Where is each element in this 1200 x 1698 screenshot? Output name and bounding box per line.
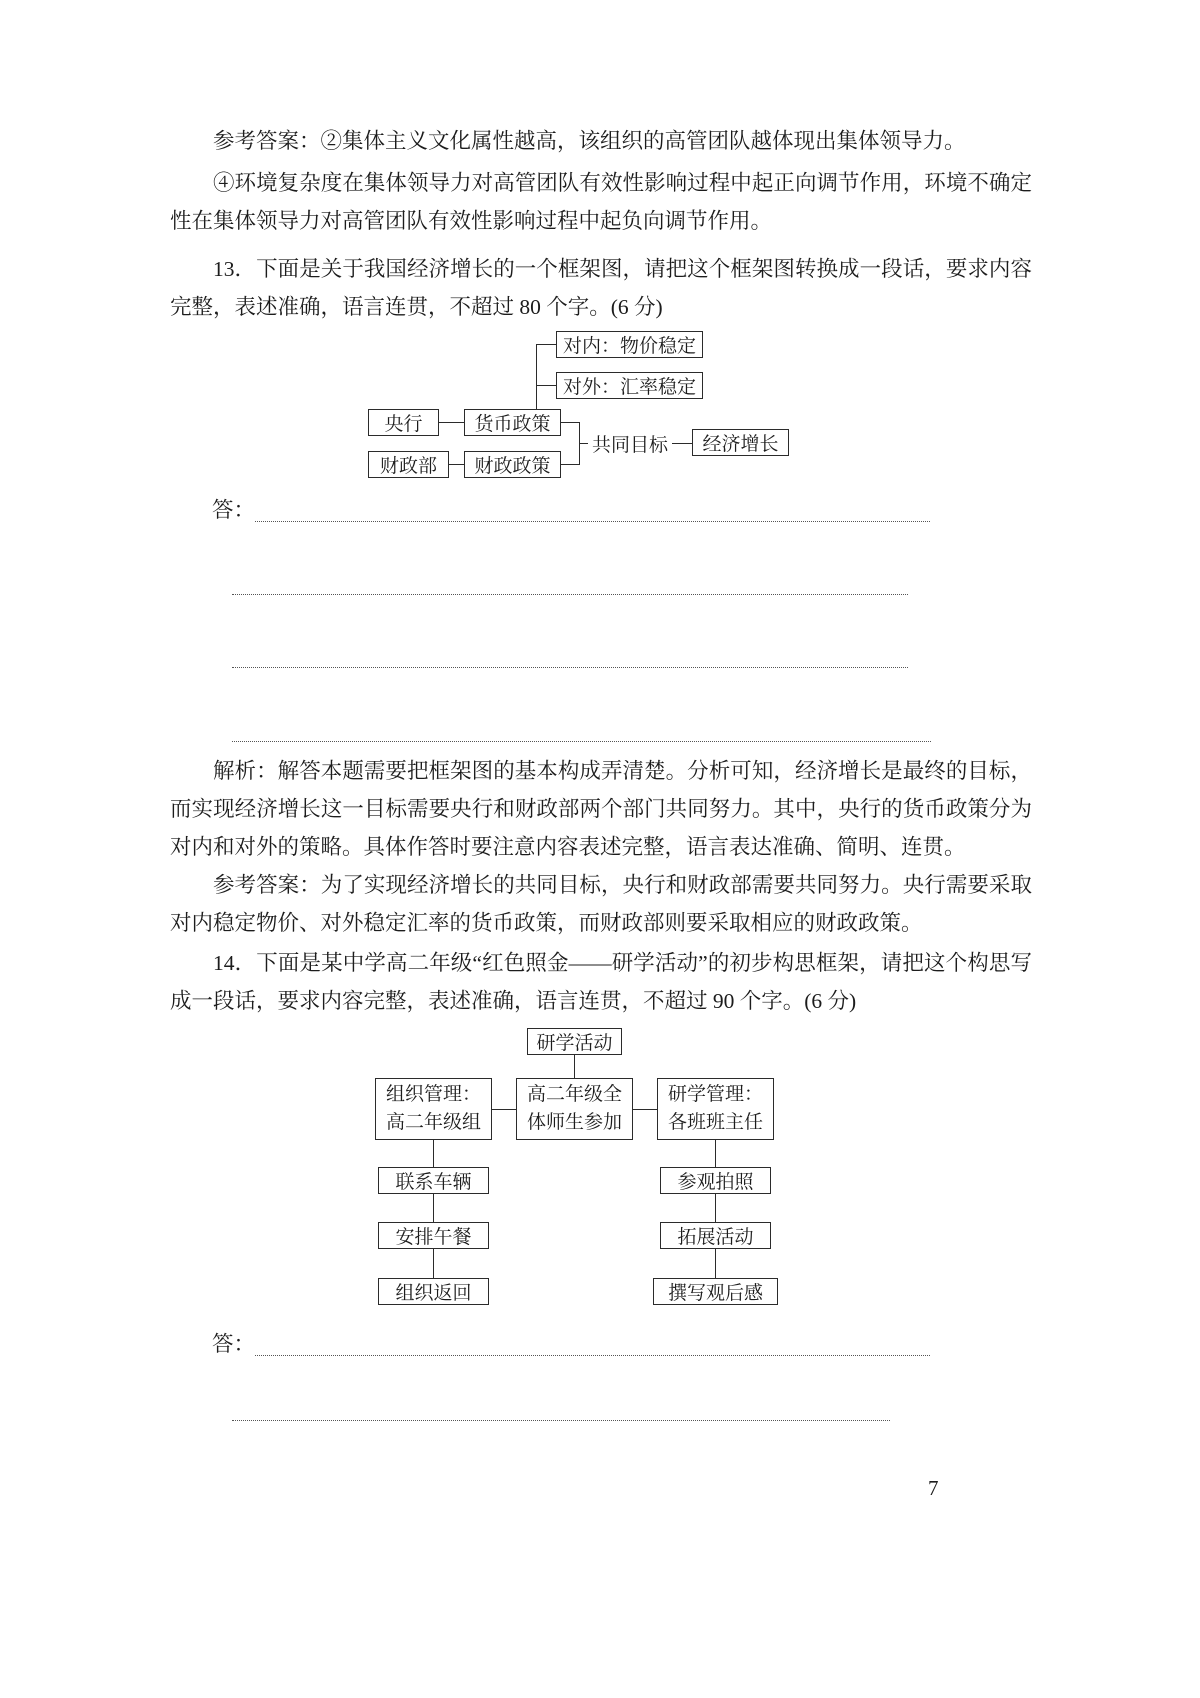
answer-writing-line — [255, 1355, 930, 1356]
node-study-management — [657, 1078, 774, 1140]
answer-writing-line — [232, 594, 908, 595]
node-organize-return: 组织返回 — [378, 1278, 489, 1305]
connector-line — [715, 1249, 716, 1278]
node-arrange-lunch: 安排午餐 — [378, 1222, 489, 1249]
node-participants — [516, 1078, 633, 1140]
node-expansion-activity: 拓展活动 — [660, 1222, 771, 1249]
q13-ref-answer-paragraph: 参考答案：为了实现经济增长的共同目标，央行和财政部需要共同努力。央行需要采取对内稳定物价、对外稳定汇率的货币政策，而财政部则要采取相应的财政政策。 — [170, 873, 1032, 935]
answer-writing-line — [255, 521, 930, 522]
connector-line — [536, 385, 556, 386]
connector-line — [433, 1249, 434, 1278]
connector-line — [672, 443, 692, 444]
node-visit-photograph: 参观拍照 — [660, 1167, 771, 1194]
connector-line — [633, 1109, 657, 1110]
connector-line — [715, 1194, 716, 1222]
connector-line — [449, 464, 464, 465]
answer-writing-line — [232, 1420, 890, 1421]
answer-label: 答： — [212, 498, 256, 522]
node-organization-management — [375, 1078, 492, 1140]
answer-writing-line — [232, 667, 908, 668]
node-text-line: 高二年级组 — [385, 1112, 481, 1133]
node-text-line: 各班班主任 — [667, 1112, 763, 1133]
node-monetary-policy: 货币政策 — [464, 409, 561, 436]
connector-line — [492, 1109, 516, 1110]
connector-line — [433, 1194, 434, 1222]
answer-area-q13 — [212, 492, 930, 528]
node-text-line: 高二年级全 — [526, 1084, 622, 1105]
ref-answer-paragraph-1: 参考答案：②集体主义文化属性越高，该组织的高管团队越体现出集体领导力。 — [213, 129, 966, 153]
connector-line — [536, 344, 537, 409]
connector-line — [561, 464, 579, 465]
answer-area-q14 — [212, 1326, 930, 1362]
node-write-review: 撰写观后感 — [653, 1278, 778, 1305]
connector-line — [579, 443, 588, 444]
connector-line — [561, 422, 579, 423]
connector-line — [439, 422, 464, 423]
ref-answer-paragraph-2: ④环境复杂度在集体领导力对高管团队有效性影响过程中起正向调节作用，环境不确定性在集体领导力对高管团队有效性影响过程中起负向调节作用。 — [170, 171, 1032, 233]
node-study-activity: 研学活动 — [527, 1028, 622, 1055]
question-13-stem: 13．下面是关于我国经济增长的一个框架图，请把这个框架图转换成一段话，要求内容完整，表述准确，语言连贯，不超过 80 个字。(6 分) — [170, 257, 1032, 319]
node-economic-growth: 经济增长 — [692, 429, 789, 456]
page-number: 7 — [928, 1476, 939, 1500]
connector-line — [574, 1055, 575, 1078]
connector-line — [433, 1140, 434, 1167]
node-text-line: 体师生参加 — [526, 1112, 622, 1133]
answer-writing-line — [232, 741, 931, 742]
answer-label: 答： — [212, 1332, 256, 1356]
connector-line — [715, 1140, 716, 1167]
node-contact-vehicle: 联系车辆 — [378, 1167, 489, 1194]
question-14-stem: 14．下面是某中学高二年级“红色照金——研学活动”的初步构思框架，请把这个构思写成一段话，要求内容完整，表述准确，语言连贯，不超过 90 个字。(6 分) — [170, 951, 1032, 1013]
node-text-line: 研学管理： — [667, 1084, 763, 1105]
node-text-line: 组织管理： — [385, 1084, 481, 1105]
node-finance-ministry: 财政部 — [368, 451, 449, 478]
node-foreign-exchange-stability: 对外：汇率稳定 — [556, 372, 703, 399]
q13-analysis-paragraph: 解析：解答本题需要把框架图的基本构成弄清楚。分析可知，经济增长是最终的目标，而实现经济增长这一目标需要央行和财政部两个部门共同努力。其中，央行的货币政策分为对内和对外的策略。具体作答时要注意内容表述完整，语言表达准确、简明、连贯。 — [170, 759, 1032, 859]
node-fiscal-policy: 财政政策 — [464, 451, 561, 478]
node-central-bank: 央行 — [368, 409, 439, 436]
label-common-goal: 共同目标 — [591, 434, 668, 456]
node-domestic-price-stability: 对内：物价稳定 — [556, 331, 703, 358]
connector-line — [536, 344, 556, 345]
